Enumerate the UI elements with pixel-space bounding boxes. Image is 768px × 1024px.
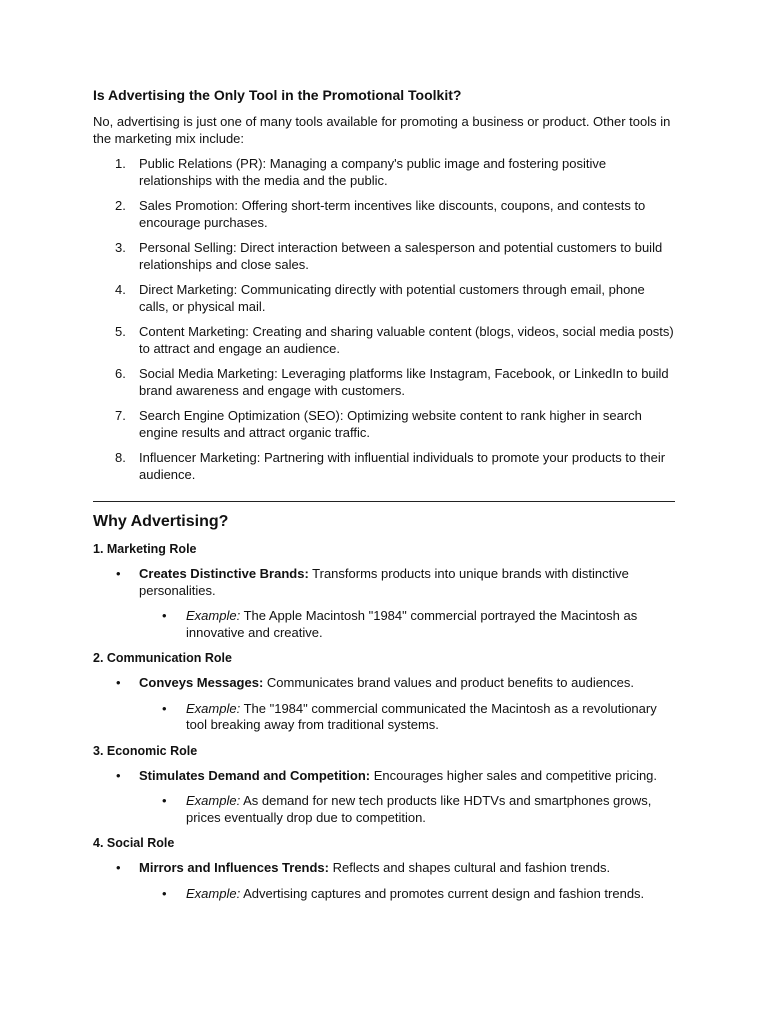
example-text: Advertising captures and promotes current design and fashion trends. <box>240 885 645 901</box>
role-point <box>93 566 675 599</box>
list-item <box>93 240 675 273</box>
example-text: The "1984" commercial communicated the Macintosh as a revolutionary tool breaking away from traditional systems. <box>186 700 657 732</box>
role-heading: 4. Social Role <box>93 836 175 850</box>
example-label: Example: <box>186 793 241 808</box>
list-item <box>93 408 675 441</box>
list-number: 3. <box>115 240 126 255</box>
role-example <box>93 886 675 903</box>
bullet-icon: • <box>116 675 121 690</box>
role-point <box>93 860 675 877</box>
example-text: As demand for new tech products like HDTVs and smartphones grows, prices eventually drop due to competition. <box>186 793 652 825</box>
list-item-text: Social Media Marketing: Leveraging platforms like Instagram, Facebook, or LinkedIn to build brand awareness and engage with customers. <box>139 366 669 398</box>
list-number: 1. <box>115 156 126 171</box>
role-point <box>93 768 675 785</box>
point-label: Stimulates Demand and Competition: <box>139 767 371 783</box>
role-heading: 3. Economic Role <box>93 743 198 758</box>
list-item-text: Direct Marketing: Communicating directly with potential customers through email, phone calls, or physical mail. <box>139 282 645 314</box>
point-label: Conveys Messages: <box>139 675 264 690</box>
list-item <box>93 324 675 357</box>
role-example <box>93 701 675 734</box>
role-heading: 1. Marketing Role <box>93 542 197 556</box>
list-number: 8. <box>115 450 126 465</box>
example-label: Example: <box>186 885 241 901</box>
bullet-icon: • <box>162 700 167 716</box>
point-label: Mirrors and Influences Trends: <box>139 860 329 875</box>
point-text: Encourages higher sales and competitive pricing. <box>370 767 658 783</box>
list-item-text: Public Relations (PR): Managing a company's public image and fostering positive relationships with the media and the public. <box>139 156 607 188</box>
bullet-icon: • <box>162 885 167 901</box>
point-text: Transforms products into unique brands with distinctive personalities. <box>139 566 629 598</box>
intro-paragraph: No, advertising is just one of many tools available for promoting a business or product. Other tools in the marketing mix include: <box>93 114 671 146</box>
bullet-icon: • <box>162 793 167 808</box>
list-item <box>93 282 675 315</box>
list-number: 7. <box>115 408 126 423</box>
point-text: Communicates brand values and product benefits to audiences. <box>263 675 635 690</box>
list-item-text: Sales Promotion: Offering short-term incentives like discounts, coupons, and contests to encourage purchases. <box>139 198 646 230</box>
role-example <box>93 608 675 641</box>
list-item-text: Content Marketing: Creating and sharing valuable content (blogs, videos, social media posts) to attract and engage an audience. <box>139 324 674 356</box>
role-example <box>93 793 675 826</box>
list-item <box>93 156 675 189</box>
bullet-icon: • <box>116 767 121 783</box>
list-item <box>93 366 675 399</box>
list-number: 4. <box>115 282 126 297</box>
list-item-text: Influencer Marketing: Partnering with influential individuals to promote your products to their audience. <box>139 450 666 482</box>
list-item-text: Search Engine Optimization (SEO): Optimizing website content to rank higher in search engine results and attract organic traffic. <box>139 408 642 440</box>
role-heading: 2. Communication Role <box>93 651 232 665</box>
bullet-icon: • <box>162 608 167 623</box>
promotional-tools-list <box>93 156 675 483</box>
example-label: Example: <box>186 700 241 716</box>
bullet-icon: • <box>116 566 121 581</box>
example-label: Example: <box>186 608 241 623</box>
document-title: Is Advertising the Only Tool in the Promotional Toolkit? <box>93 87 462 103</box>
point-text: Reflects and shapes cultural and fashion trends. <box>329 860 611 875</box>
list-number: 5. <box>115 324 126 339</box>
role-point <box>93 675 675 692</box>
section-heading: Why Advertising? <box>93 513 229 530</box>
section-divider <box>93 501 675 502</box>
list-item <box>93 450 675 483</box>
list-number: 6. <box>115 366 126 381</box>
point-label: Creates Distinctive Brands: <box>139 566 309 581</box>
example-text: The Apple Macintosh "1984" commercial portrayed the Macintosh as innovative and creative. <box>186 608 638 640</box>
bullet-icon: • <box>116 860 121 875</box>
list-item <box>93 198 675 231</box>
list-item-text: Personal Selling: Direct interaction between a salesperson and potential customers to build relationships and close sales. <box>139 240 663 272</box>
list-number: 2. <box>115 198 126 213</box>
